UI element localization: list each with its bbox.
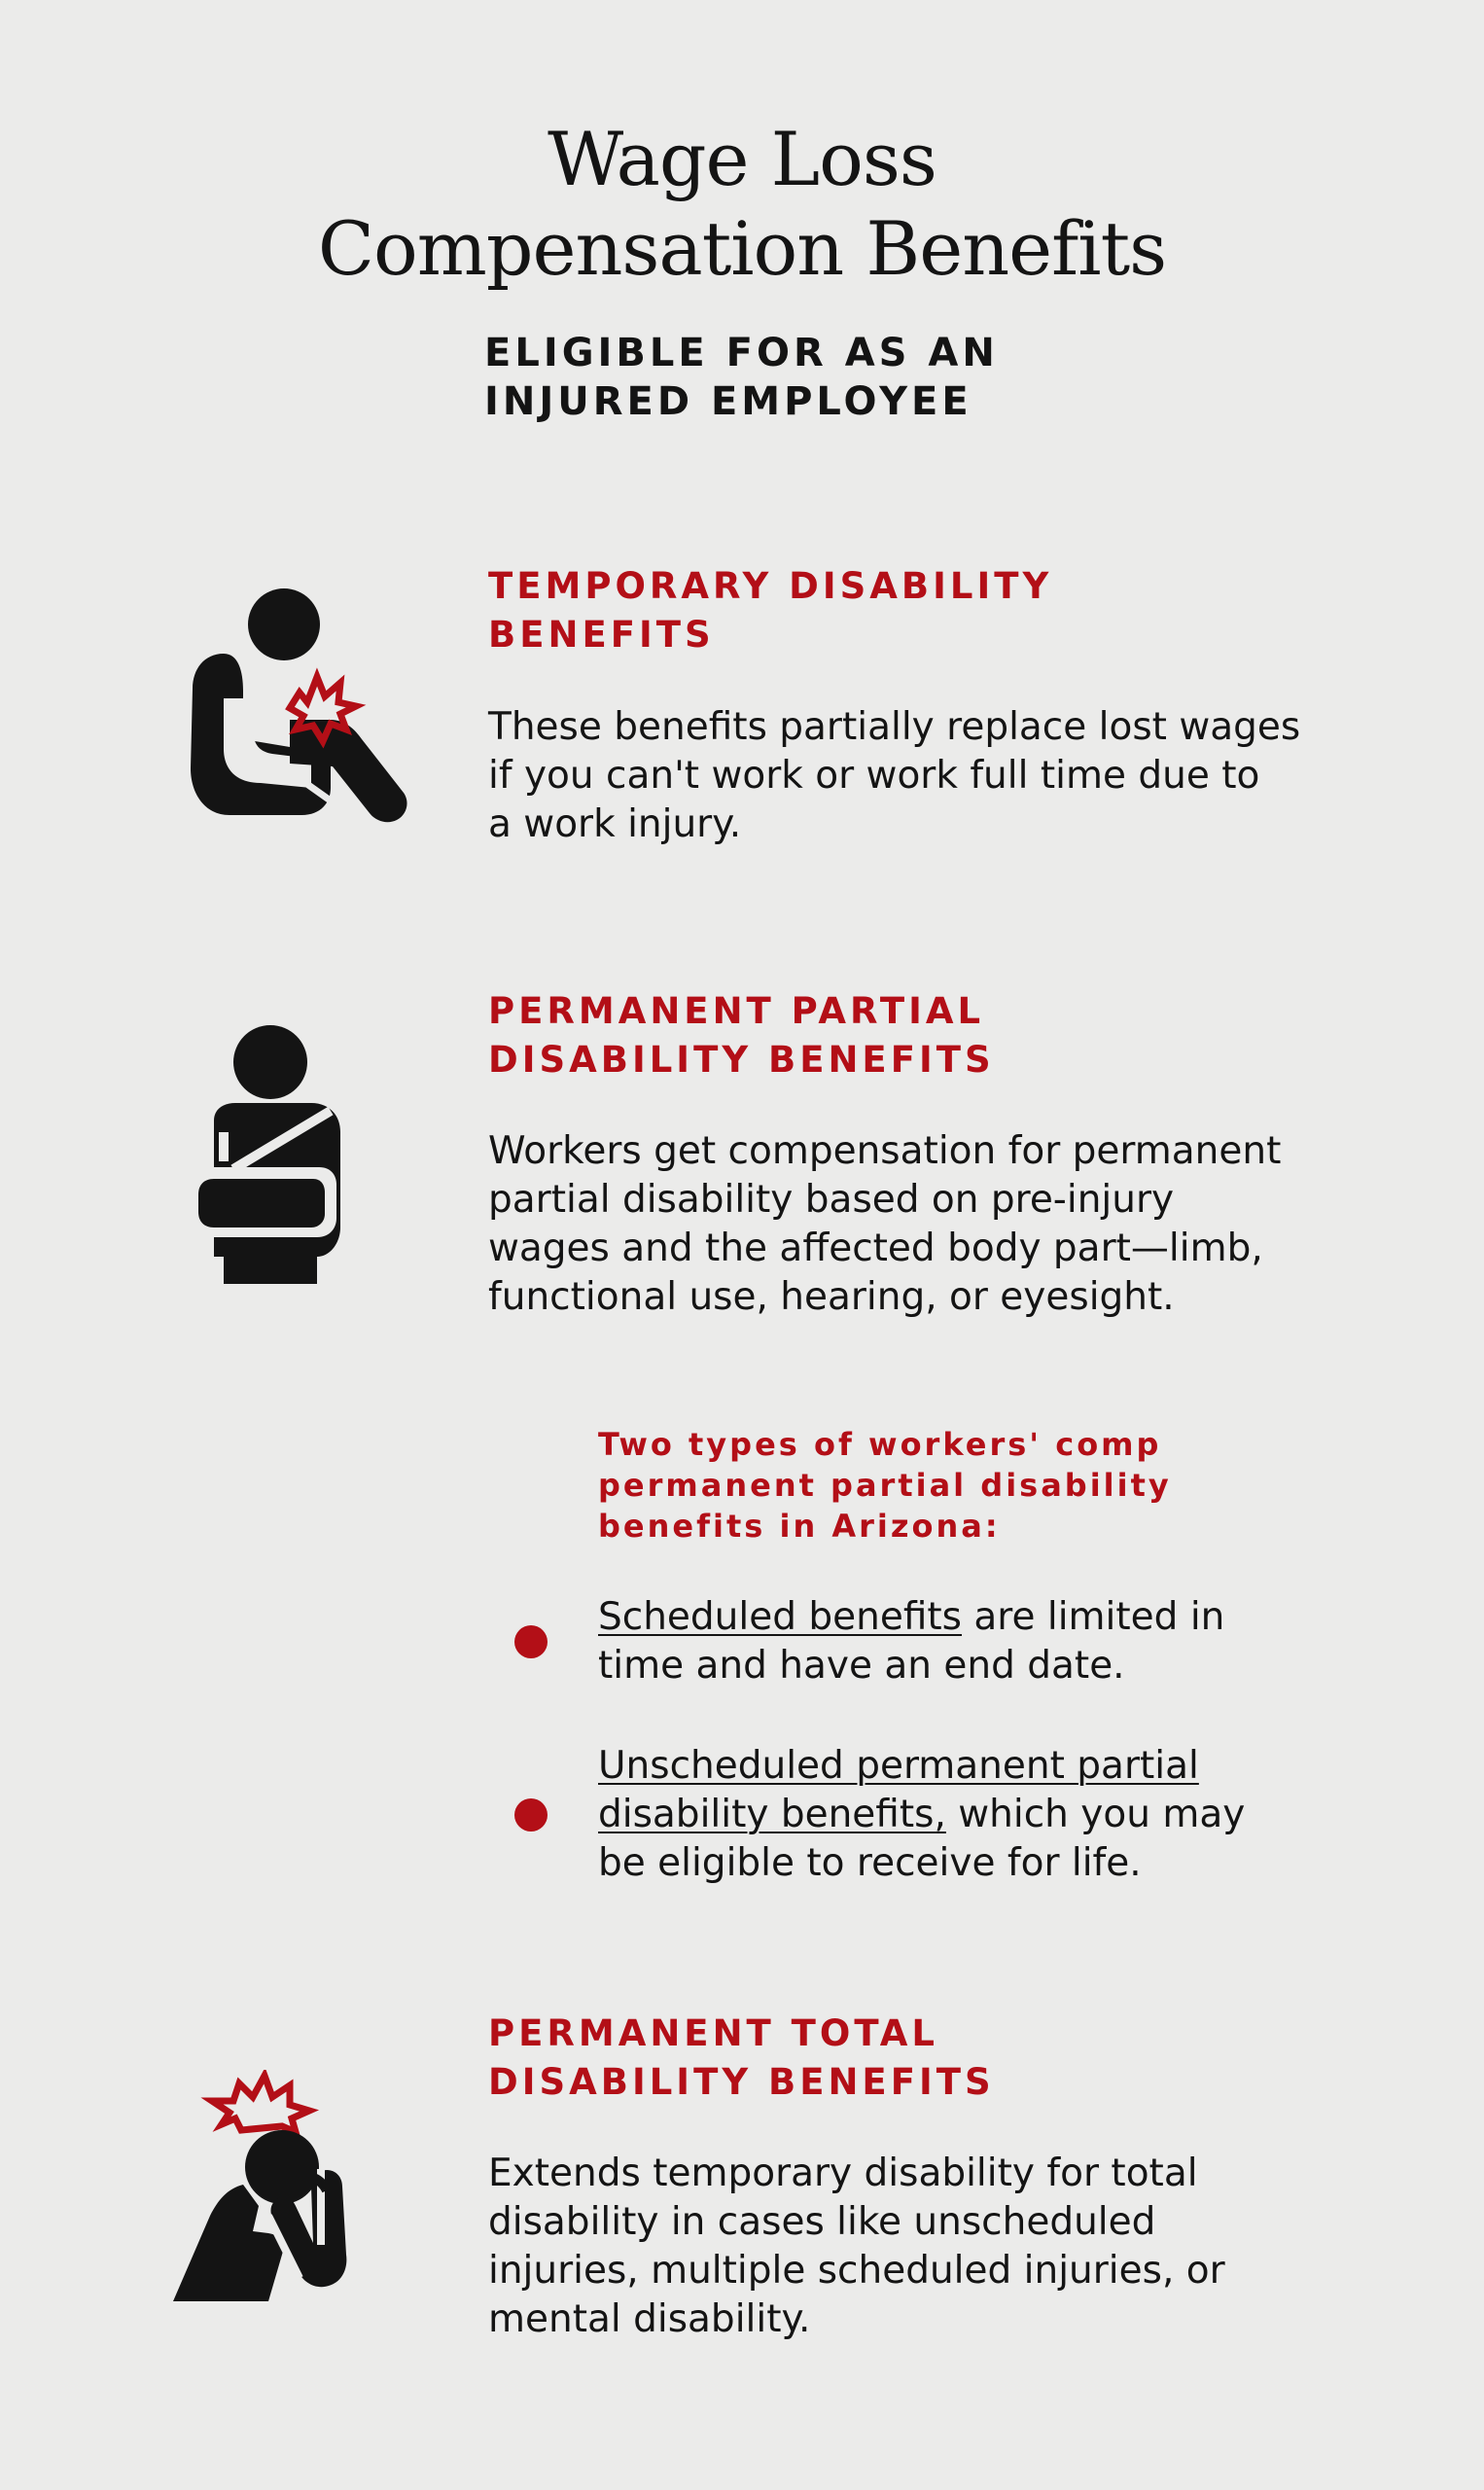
section-heading-line: PERMANENT TOTAL xyxy=(488,2012,938,2054)
bullet-scheduled xyxy=(598,1593,1224,1690)
section-body-permanent-total xyxy=(488,2150,1383,2344)
page-title xyxy=(0,115,1484,294)
bullet-line xyxy=(598,1593,1224,1642)
body-line: if you can't work or work full time due to xyxy=(488,754,1260,798)
section-heading-line: DISABILITY BENEFITS xyxy=(488,1039,995,1081)
bullet-text-rest: are limited in xyxy=(962,1595,1225,1639)
types-heading xyxy=(598,1424,1172,1547)
scheduled-benefits-link[interactable]: Scheduled benefits xyxy=(598,1595,963,1639)
section-heading-permanent-total xyxy=(488,2010,995,2107)
section-heading-temporary xyxy=(488,562,1052,659)
bullet-line: time and have an end date. xyxy=(598,1644,1125,1688)
section-heading-line: BENEFITS xyxy=(488,614,715,656)
section-heading-line: PERMANENT PARTIAL xyxy=(488,990,985,1032)
body-line: wages and the affected body part—limb, xyxy=(488,1227,1263,1270)
types-heading-line: Two types of workers' comp xyxy=(598,1426,1162,1463)
bullet-unscheduled xyxy=(598,1742,1245,1888)
unscheduled-benefits-link-cont[interactable]: disability benefits, xyxy=(598,1793,946,1836)
section-heading-line: TEMPORARY DISABILITY xyxy=(488,565,1053,607)
page-title-line-1: Wage Loss xyxy=(548,116,936,202)
types-heading-line: benefits in Arizona: xyxy=(598,1508,1001,1545)
section-heading-line: DISABILITY BENEFITS xyxy=(488,2061,995,2103)
page-title-line-2: Compensation Benefits xyxy=(317,205,1167,292)
body-line: Workers get compensation for permanent xyxy=(488,1129,1282,1173)
bullet-text-rest: which you may xyxy=(945,1793,1246,1836)
body-line: disability in cases like unscheduled xyxy=(488,2200,1156,2244)
bullet-line: be eligible to receive for life. xyxy=(598,1841,1142,1885)
page-subtitle-line-1: ELIGIBLE FOR AS AN xyxy=(484,331,999,375)
body-line: injuries, multiple scheduled injuries, or xyxy=(488,2249,1225,2293)
types-heading-line: permanent partial disability xyxy=(598,1467,1172,1504)
bullet-dot xyxy=(514,1798,548,1832)
body-line: Extends temporary disability for total xyxy=(488,2152,1198,2195)
page-subtitle-line-2: INJURED EMPLOYEE xyxy=(484,379,972,424)
head-pain-icon xyxy=(171,2070,375,2303)
unscheduled-benefits-link[interactable]: Unscheduled permanent partial xyxy=(598,1744,1199,1788)
body-line: partial disability based on pre-injury xyxy=(488,1178,1175,1222)
section-body-temporary xyxy=(488,703,1383,849)
body-line: functional use, hearing, or eyesight. xyxy=(488,1275,1175,1319)
page-subtitle xyxy=(484,329,999,426)
bullet-line xyxy=(598,1742,1245,1791)
bullet-line xyxy=(598,1791,1245,1839)
body-line: mental disability. xyxy=(488,2297,811,2341)
body-line: These benefits partially replace lost wages xyxy=(488,705,1301,749)
injured-knee-icon xyxy=(185,584,408,827)
section-heading-permanent-partial xyxy=(488,987,995,1085)
body-line: a work injury. xyxy=(488,802,742,846)
section-body-permanent-partial xyxy=(488,1127,1383,1322)
bullet-dot xyxy=(514,1625,548,1658)
arm-sling-icon xyxy=(185,1023,350,1286)
